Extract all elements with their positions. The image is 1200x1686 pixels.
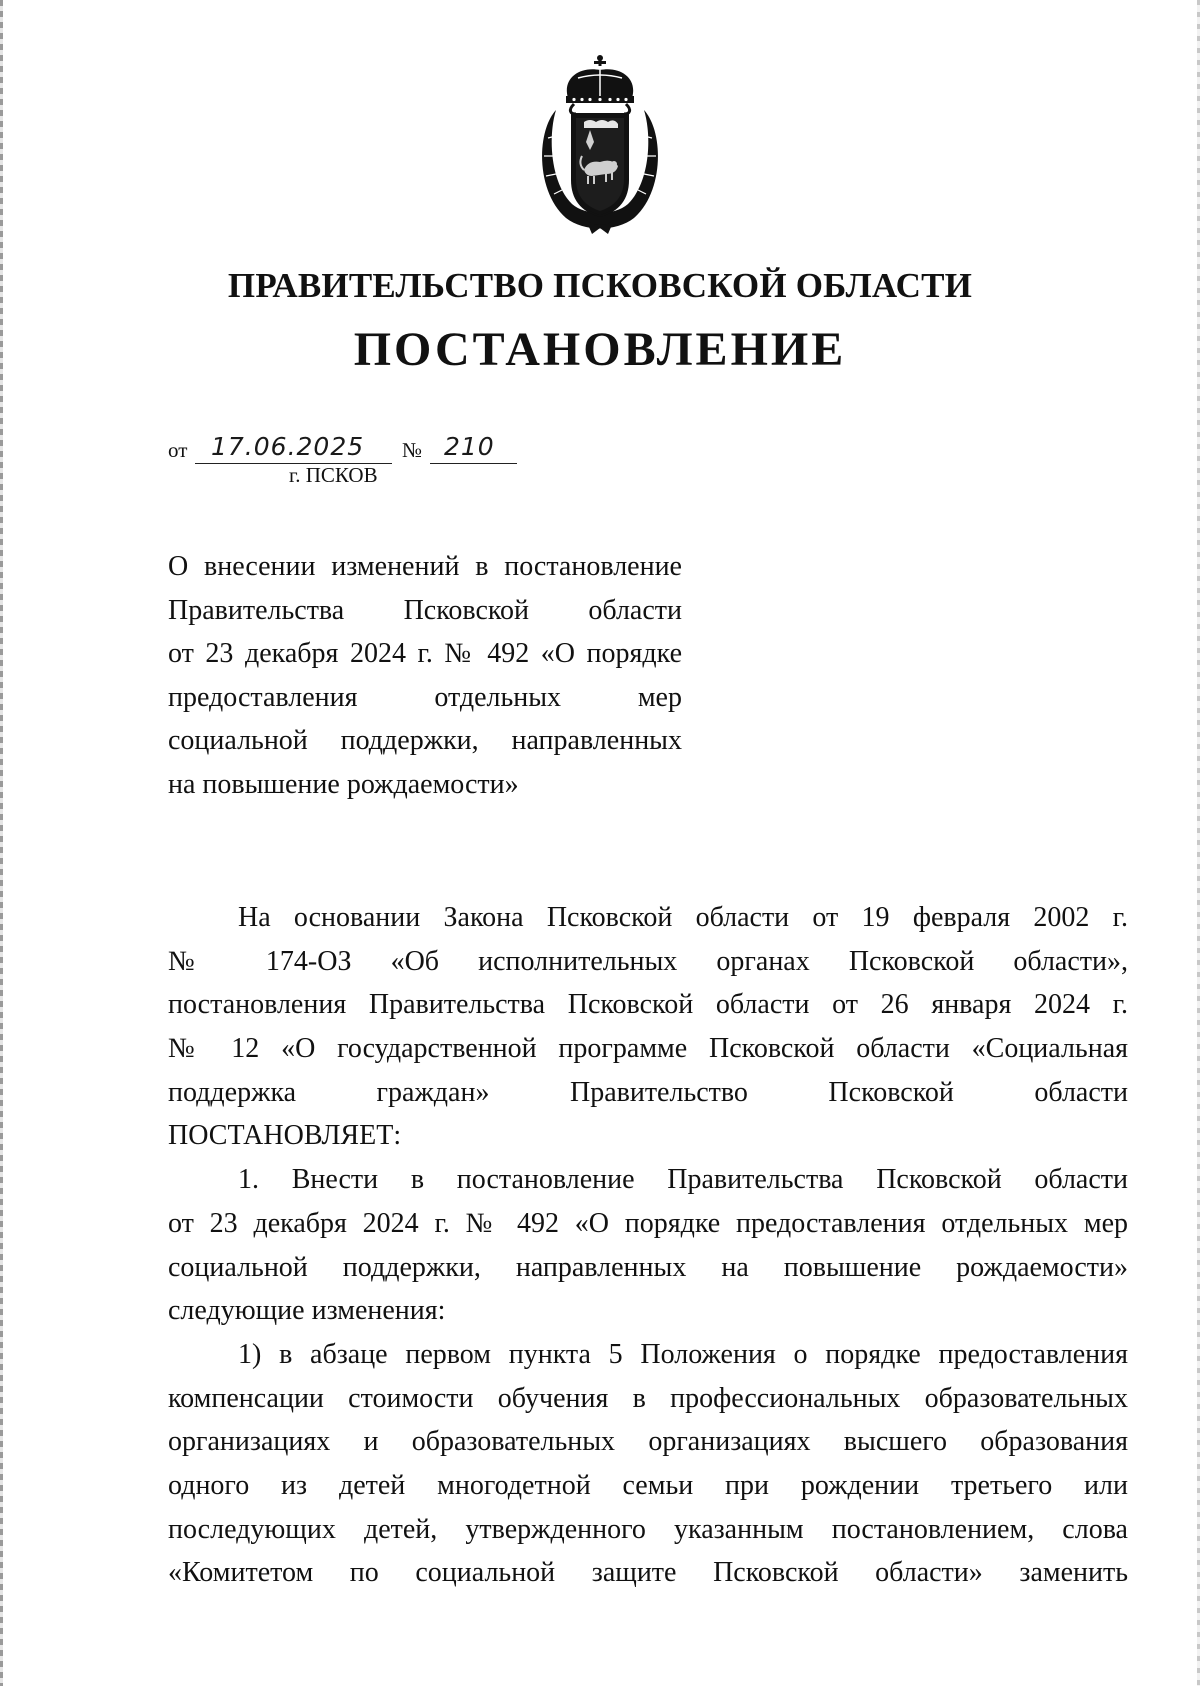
organization-title: ПРАВИТЕЛЬСТВО ПСКОВСКОЙ ОБЛАСТИ [227, 266, 973, 305]
body-line: ПОСТАНОВЛЯЕТ: [168, 1120, 402, 1152]
subject-line: предоставления отдельных мер [168, 681, 682, 713]
subject-line: на повышение рождаемости» [168, 768, 519, 800]
body-line: 1) в абзаце первом пункта 5 Положения о порядке предоставления [238, 1338, 1128, 1370]
body-line: постановления Правительства Псковской области от 26 января 2024 г. [168, 989, 1128, 1021]
body-line: 1. Внести в постановление Правительства Псковской области [238, 1164, 1128, 1196]
body-line: поддержка граждан» Правительство Псковской области [168, 1076, 1128, 1108]
document-type-title: ПОСТАНОВЛЕНИЕ [353, 323, 847, 376]
body-line: социальной поддержки, направленных на повышение рождаемости» [168, 1251, 1128, 1283]
handwritten-number: 210 [444, 432, 495, 461]
coat-of-arms-icon [528, 52, 672, 234]
subject-line: Правительства Псковской области [168, 594, 682, 626]
document-meta [168, 432, 588, 498]
city-label: г. ПСКОВ [289, 463, 378, 487]
date-field [195, 432, 392, 464]
subject-line: социальной поддержки, направленных [168, 725, 682, 757]
subject-line: от 23 декабря 2024 г. № 492 «О порядке [168, 638, 682, 670]
number-label: № [402, 438, 423, 462]
subject-line: О внесении изменений в постановление [168, 551, 682, 582]
body-line: № 174-ОЗ «Об исполнительных органах Псковской области», [168, 945, 1128, 977]
body-line: одного из детей многодетной семьи при рождении третьего или [168, 1469, 1128, 1501]
document-body [168, 896, 1128, 1595]
body-line: следующие изменения: [168, 1295, 446, 1327]
scan-edge-left [0, 0, 3, 1686]
body-line: последующих детей, утвержденного указанным постановлением, слова [168, 1513, 1128, 1545]
body-line: компенсации стоимости обучения в профессиональных образовательных [168, 1382, 1128, 1414]
handwritten-date: 17.06.2025 [211, 432, 365, 461]
body-line: организациях и образовательных организациях высшего образования [168, 1426, 1128, 1458]
body-line: № 12 «О государственной программе Псковской области «Социальная [168, 1033, 1128, 1065]
number-field [430, 432, 517, 464]
body-line: от 23 декабря 2024 г. № 492 «О порядке предоставления отдельных мер [168, 1207, 1128, 1239]
body-line: На основании Закона Псковской области от 19 февраля 2002 г. [238, 902, 1128, 933]
from-label: от [168, 438, 188, 462]
body-line: «Комитетом по социальной защите Псковской области» заменить [168, 1557, 1128, 1589]
document-subject [168, 545, 682, 807]
